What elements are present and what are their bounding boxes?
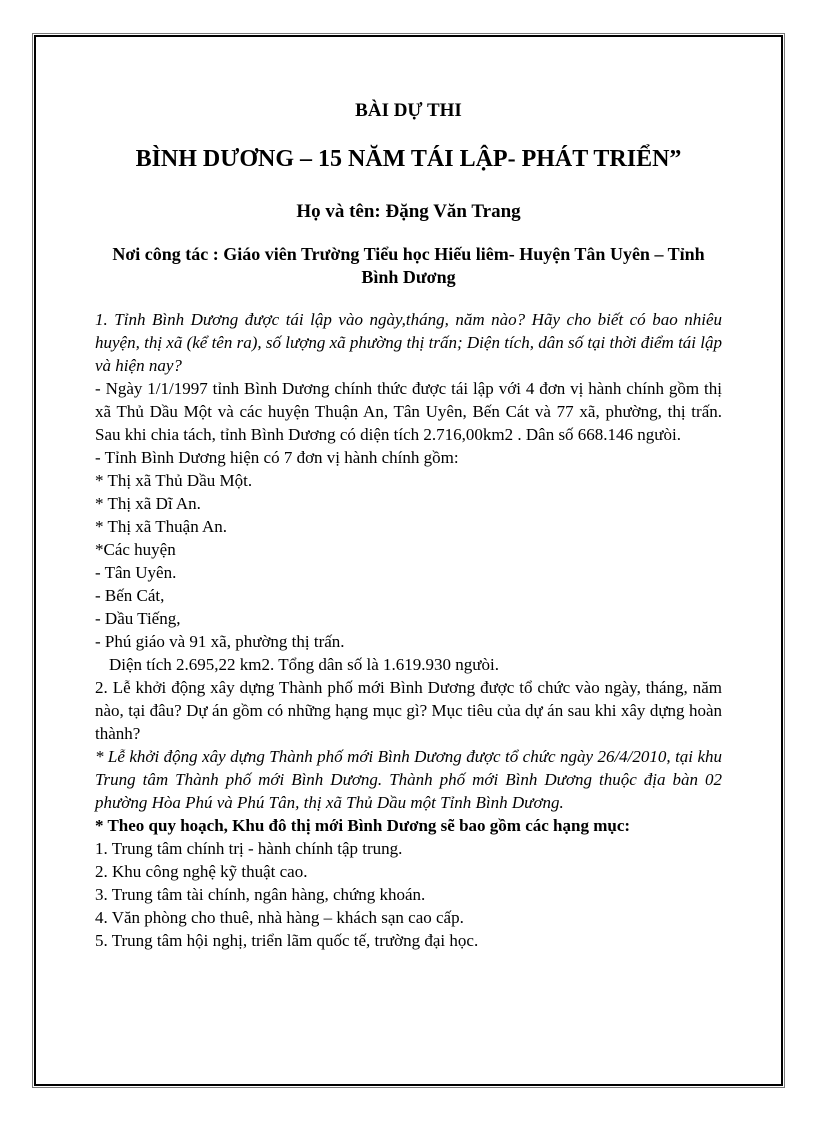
author-line: Họ và tên: Đặng Văn Trang bbox=[296, 201, 521, 222]
question-1-answer-history: - Ngày 1/1/1997 tỉnh Bình Dương chính thức được tái lập với 4 đơn vị hành chính gồm thị xã Thủ Dầu Một và các huyện Thuận An, Tân Uyên, Bến Cát và 77 xã, phường, thị trấn. Sau khi chia tách, tỉnh Bình Dương có diện tích 2.716,00km2 . Dân số 668.146 ngưòi. bbox=[95, 379, 722, 444]
admin-unit-item: - Tân Uyên. bbox=[95, 563, 177, 582]
workplace-line: Nơi công tác : Giáo viên Trường Tiểu học Hiếu liêm- Huyện Tân Uyên – Tỉnh Bình Dương bbox=[112, 244, 705, 287]
main-title: BÌNH DƯƠNG – 15 NĂM TÁI LẬP- PHÁT TRIỂN” bbox=[135, 146, 682, 172]
plan-item: 2. Khu công nghệ kỹ thuật cao. bbox=[95, 862, 308, 881]
plan-item: 4. Văn phòng cho thuê, nhà hàng – khách sạn cao cấp. bbox=[95, 908, 464, 927]
plan-item: 5. Trung tâm hội nghị, triển lãm quốc tế, trường đại học. bbox=[95, 931, 479, 950]
admin-unit-item: * Thị xã Thuận An. bbox=[95, 517, 228, 536]
plan-item: 1. Trung tâm chính trị - hành chính tập trung. bbox=[95, 839, 403, 858]
province-stats-line: Diện tích 2.695,22 km2. Tổng dân số là 1.619.930 ngưòi. bbox=[109, 655, 499, 674]
question-1-text: 1. Tỉnh Bình Dương được tái lập vào ngày,tháng, năm nào? Hãy cho biết có bao nhiêu huyện, thị xã (kể tên ra), số lượng xã phường thị trấn; Diện tích, dân số tại thời điểm tái lập và hiện nay? bbox=[95, 310, 722, 375]
admin-unit-item: *Các huyện bbox=[95, 540, 176, 559]
plan-heading: * Theo quy hoạch, Khu đô thị mới Bình Dương sẽ bao gồm các hạng mục: bbox=[95, 816, 631, 835]
admin-unit-item: - Phú giáo và 91 xã, phường thị trấn. bbox=[95, 632, 345, 651]
admin-unit-item: - Bến Cát, bbox=[95, 586, 165, 605]
contest-title: BÀI DỰ THI bbox=[355, 100, 462, 121]
document-body bbox=[95, 308, 722, 952]
question-2-text: 2. Lễ khởi động xây dựng Thành phố mới Bình Dương được tổ chức vào ngày, tháng, năm nào, tại đâu? Dự án gồm có những hạng mục gì? Mục tiêu của dự án sau khi xây dựng hoàn thành? bbox=[95, 678, 722, 743]
question-1-answer-current-intro: - Tỉnh Bình Dương hiện có 7 đơn vị hành chính gồm: bbox=[95, 448, 459, 467]
document-content bbox=[95, 100, 722, 952]
admin-unit-item: * Thị xã Thủ Dầu Một. bbox=[95, 471, 253, 490]
admin-unit-item: - Dầu Tiếng, bbox=[95, 609, 181, 628]
plan-item: 3. Trung tâm tài chính, ngân hàng, chứng khoán. bbox=[95, 885, 426, 904]
admin-unit-item: * Thị xã Dĩ An. bbox=[95, 494, 201, 513]
question-2-answer: * Lễ khởi động xây dựng Thành phố mới Bình Dương được tổ chức ngày 26/4/2010, tại khu Trung tâm Thành phố mới Bình Dương. Thành phố mới Bình Dương thuộc địa bàn 02 phường Hòa Phú và Phú Tân, thị xã Thủ Dầu một Tỉnh Bình Dương. bbox=[95, 747, 722, 812]
